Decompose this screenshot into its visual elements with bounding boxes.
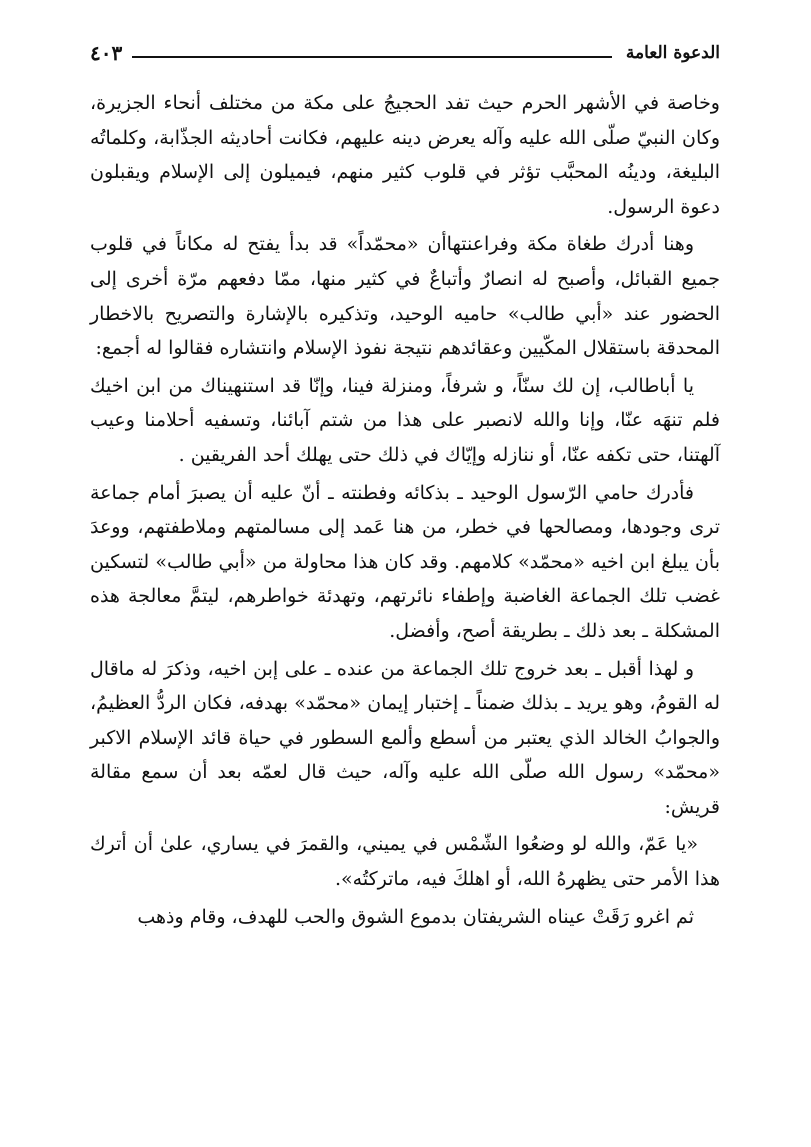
- paragraph: و لهذا أقبل ـ بعد خروج تلك الجماعة من عنده ـ على إبن اخيه، وذكرَ له ماقال له القومُ، وهو يريد ـ بذلك ضمناً ـ إختبار إيمان «محمّد» بهدفه، فكان الردُّ العظيمُ، والجوابُ الخالد الذي يعتبر من أسطع وألمع السطور في حياة قائد الإسلام الاكبر «محمّد» رسول الله صلّى الله عليه وآله، حيث قال لعمّه بعد أن سمع مقالة قريش:: [90, 657, 720, 818]
- running-header: [90, 28, 720, 64]
- paragraph: ثم اغرو رَقَتْ عيناه الشريفتان بدموع الشوق والحب للهدف، وقام وذهب: [137, 905, 694, 928]
- page-body: [90, 86, 720, 934]
- quote-paragraph: يا أباطالب، إن لك سنّاً، و شرفاً، ومنزلة فينا، وإنّا قد استنهيناك من ابن اخيك فلم تنهَه عنّا، وإنا والله لانصبر على هذا من شتم آبائنا، وتسفيه أحلامنا وعيب آلهتنا، حتى تكفه عنّا، أو ننازله وإيّاك في ذلك حتى يهلك أحد الفريقين .: [90, 374, 720, 466]
- paragraph: فأدرك حامي الرّسول الوحيد ـ بذكائه وفطنته ـ أنّ عليه أن يصبرَ أمام جماعة ترى وجودها، ومصالحها في خطر، من هنا عَمد إلى مسالمتهم وملاطفتهم، ووعدَ بأن يبلغ ابن اخيه «محمّد» كلامهم. وقد كان هذا محاولة من «أبي طالب» لتسكين غضب تلك الجماعة الغاضبة وإطفاء نائرتهم، وتهدئة خواطرهم، ليتمَّ معالجة هذه المشكلة ـ بعد ذلك ـ بطريقة أصح، وأفضل.: [90, 481, 721, 642]
- chapter-title: الدعوة العامة: [625, 43, 720, 63]
- hadith-quote: «يا عَمّ، والله لو وضعُوا الشّمْس في يميني، والقمرَ في يساري، علىٰ أن أترك هذا الأمر حتى يظهرهُ الله، أو اهلكَ فيه، ماتركتُه».: [90, 833, 720, 891]
- paragraph: وهنا أدرك طغاة مكة وفراعنتهاأن «محمّداً» قد بدأ يفتح له مكاناً في قلوب جميع القبائل، وأصبح له انصارٌ وأتباعٌ في كثير منها، ممّا دفعهم مرّة أخرى إلى الحضور عند «أبي طالب» حاميه الوحيد، وتذكيره بالإشارة والتصريح بالاخطار المحدقة باستقلال المكّيين وعقائدهم نتيجة نفوذ الإسلام وانتشاره فقالوا له أجمع:: [90, 233, 720, 360]
- book-page: [90, 28, 720, 1128]
- header-rule: [132, 56, 612, 58]
- paragraph: وخاصة في الأشهر الحرم حيث تفد الحجيجُ على مكة من مختلف أنحاء الجزيرة، وكان النبيّ صلّى الله عليه وآله يعرض دينه عليهم، فكانت أحاديثه الجذّابة، وكلماتُه البليغة، ودينُه المحبَّب تؤثر في قلوب كثير منهم، فيميلون إلى الإسلام ويقبلون دعوة الرسول.: [90, 92, 720, 218]
- page-number: ٤٠٣: [90, 41, 123, 65]
